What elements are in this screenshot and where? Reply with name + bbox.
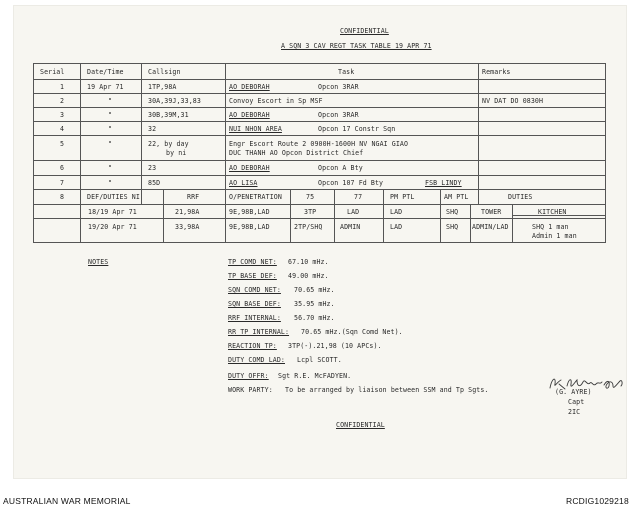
task-fsb: FSB LINDY <box>425 179 462 187</box>
rrf-cell: 21,98A <box>175 208 200 216</box>
task-opcon: Opcon 17 Constr Sqn <box>318 125 396 133</box>
col-header-am-ptl: AM PTL <box>444 193 469 201</box>
kitchen-cell-second: Admin 1 man <box>532 232 577 240</box>
date-cell: 18/19 Apr 71 <box>88 208 137 216</box>
col-header-pm-ptl: PM PTL <box>390 193 415 201</box>
note-value: 70.65 mHz.(Sqn Comd Net). <box>301 328 403 336</box>
am-ptl-cell: SHQ <box>446 208 459 216</box>
note-value: 49.00 mHz. <box>288 272 329 280</box>
task-area: AO DEBORAH <box>229 164 270 172</box>
task-opcon: Opcon 3RAR <box>318 111 359 119</box>
note-value: 56.70 mHz. <box>294 314 335 322</box>
callsign-cell: 30A,39J,33,83 <box>148 97 201 105</box>
callsign-cell: 23 <box>148 164 157 172</box>
col-header-tower: TOWER <box>481 208 502 216</box>
serial-cell: 8 <box>60 193 65 201</box>
serial-cell: 4 <box>60 125 65 133</box>
task-area: AO LISA <box>229 179 258 187</box>
callsign-cell: 85D <box>148 179 161 187</box>
signatory-appointment: 2IC <box>568 408 581 416</box>
task-area: Convoy Escort in Sp MSF <box>229 97 323 105</box>
col-header-penetration: O/PENETRATION <box>229 193 282 201</box>
task-area: AO DEBORAH <box>229 83 270 91</box>
c77-cell: LAD <box>347 208 360 216</box>
note-value: 67.10 mHz. <box>288 258 329 266</box>
note-label: TP BASE DEF: <box>228 272 277 280</box>
date-cell: " <box>108 179 113 187</box>
serial-cell: 1 <box>60 83 65 91</box>
callsign-cell: 32 <box>148 125 157 133</box>
callsign-cell: 1TP,98A <box>148 83 177 91</box>
date-cell: " <box>108 97 113 105</box>
task-opcon: Opcon A Bty <box>318 164 363 172</box>
note-value: 35.95 mHz. <box>294 300 335 308</box>
remarks-cell: NV DAT DO 0830H <box>482 97 544 105</box>
col-header-task: Task <box>338 68 355 76</box>
footer-record-id: RCDIG1029218 <box>566 496 629 506</box>
note-label: TP COMD NET: <box>228 258 277 266</box>
c75-cell: 2TP/SHQ <box>294 223 323 231</box>
note-label: RR TP INTERNAL: <box>228 328 290 336</box>
note-label: SQN BASE DEF: <box>228 300 281 308</box>
date-cell: 19/20 Apr 71 <box>88 223 137 231</box>
c75-cell: 3TP <box>304 208 317 216</box>
pm-ptl-cell: LAD <box>390 223 403 231</box>
pm-ptl-cell: LAD <box>390 208 403 216</box>
task-area: AO DEBORAH <box>229 111 270 119</box>
task-opcon: DUC THANH AO Opcon District Chief <box>229 149 364 157</box>
callsign-cell-night: by ni <box>166 149 187 157</box>
task-area: Engr Escort Route 2 0900H-1600H NV NGAI GIAO <box>229 140 409 148</box>
col-header-remarks: Remarks <box>482 68 511 76</box>
notes-heading: NOTES <box>88 258 109 266</box>
col-header-kitchen: KITCHEN <box>538 208 567 216</box>
am-ptl-cell: SHQ <box>446 223 459 231</box>
classification-top: CONFIDENTIAL <box>340 27 389 35</box>
col-header-75: 75 <box>306 193 315 201</box>
col-header-serial: Serial <box>40 68 65 76</box>
task-area: NUI NHON AREA <box>229 125 282 133</box>
serial-cell: 3 <box>60 111 65 119</box>
date-cell: " <box>108 140 113 148</box>
serial-cell: 2 <box>60 97 65 105</box>
note-label: DUTY OFFR: <box>228 372 269 380</box>
callsign-cell: 30B,39M,31 <box>148 111 189 119</box>
note-label: DUTY COMD LAD: <box>228 356 285 364</box>
task-opcon: Opcon 3RAR <box>318 83 359 91</box>
note-value: Lcpl SCOTT. <box>297 356 342 364</box>
note-label: REACTION TP: <box>228 342 277 350</box>
note-label: SQN COMD NET: <box>228 286 281 294</box>
date-cell: " <box>108 125 113 133</box>
note-value: 3TP(-).21,98 (10 APCs). <box>288 342 382 350</box>
kitchen-cell: SHQ 1 man <box>532 223 569 231</box>
col-header-def-duties: DEF/DUTIES NI <box>87 193 140 201</box>
c77-cell: ADMIN <box>340 223 361 231</box>
note-value: 70.65 mHz. <box>294 286 335 294</box>
serial-cell: 5 <box>60 140 65 148</box>
serial-cell: 6 <box>60 164 65 172</box>
col-header-77: 77 <box>354 193 363 201</box>
col-header-callsign: Callsign <box>148 68 181 76</box>
col-header-date: Date/Time <box>87 68 124 76</box>
date-cell: " <box>108 164 113 172</box>
date-cell: " <box>108 111 113 119</box>
note-label: WORK PARTY: <box>228 386 273 394</box>
note-value: To be arranged by liaison between SSM and Tp Sgts. <box>285 386 489 394</box>
signatory-rank: Capt <box>568 398 585 406</box>
rrf-cell: 33,98A <box>175 223 200 231</box>
date-cell: 19 Apr 71 <box>87 83 124 91</box>
footer-institution: AUSTRALIAN WAR MEMORIAL <box>3 496 131 506</box>
tower-cell: ADMIN/LAD <box>472 223 509 231</box>
task-opcon: Opcon 107 Fd Bty <box>318 179 384 187</box>
serial-cell: 7 <box>60 179 65 187</box>
note-value: Sgt R.E. McFADYEN. <box>278 372 352 380</box>
note-label: RRF INTERNAL: <box>228 314 281 322</box>
col-header-duties: DUTIES <box>508 193 533 201</box>
penetration-cell: 9E,98B,LAD <box>229 223 270 231</box>
classification-bottom: CONFIDENTIAL <box>336 421 385 429</box>
callsign-cell: 22, by day <box>148 140 189 148</box>
col-header-rrf: RRF <box>187 193 200 201</box>
penetration-cell: 9E,98B,LAD <box>229 208 270 216</box>
signatory-name: (G. AYRE) <box>555 388 592 396</box>
page-title: A SQN 3 CAV REGT TASK TABLE 19 APR 71 <box>281 42 432 50</box>
